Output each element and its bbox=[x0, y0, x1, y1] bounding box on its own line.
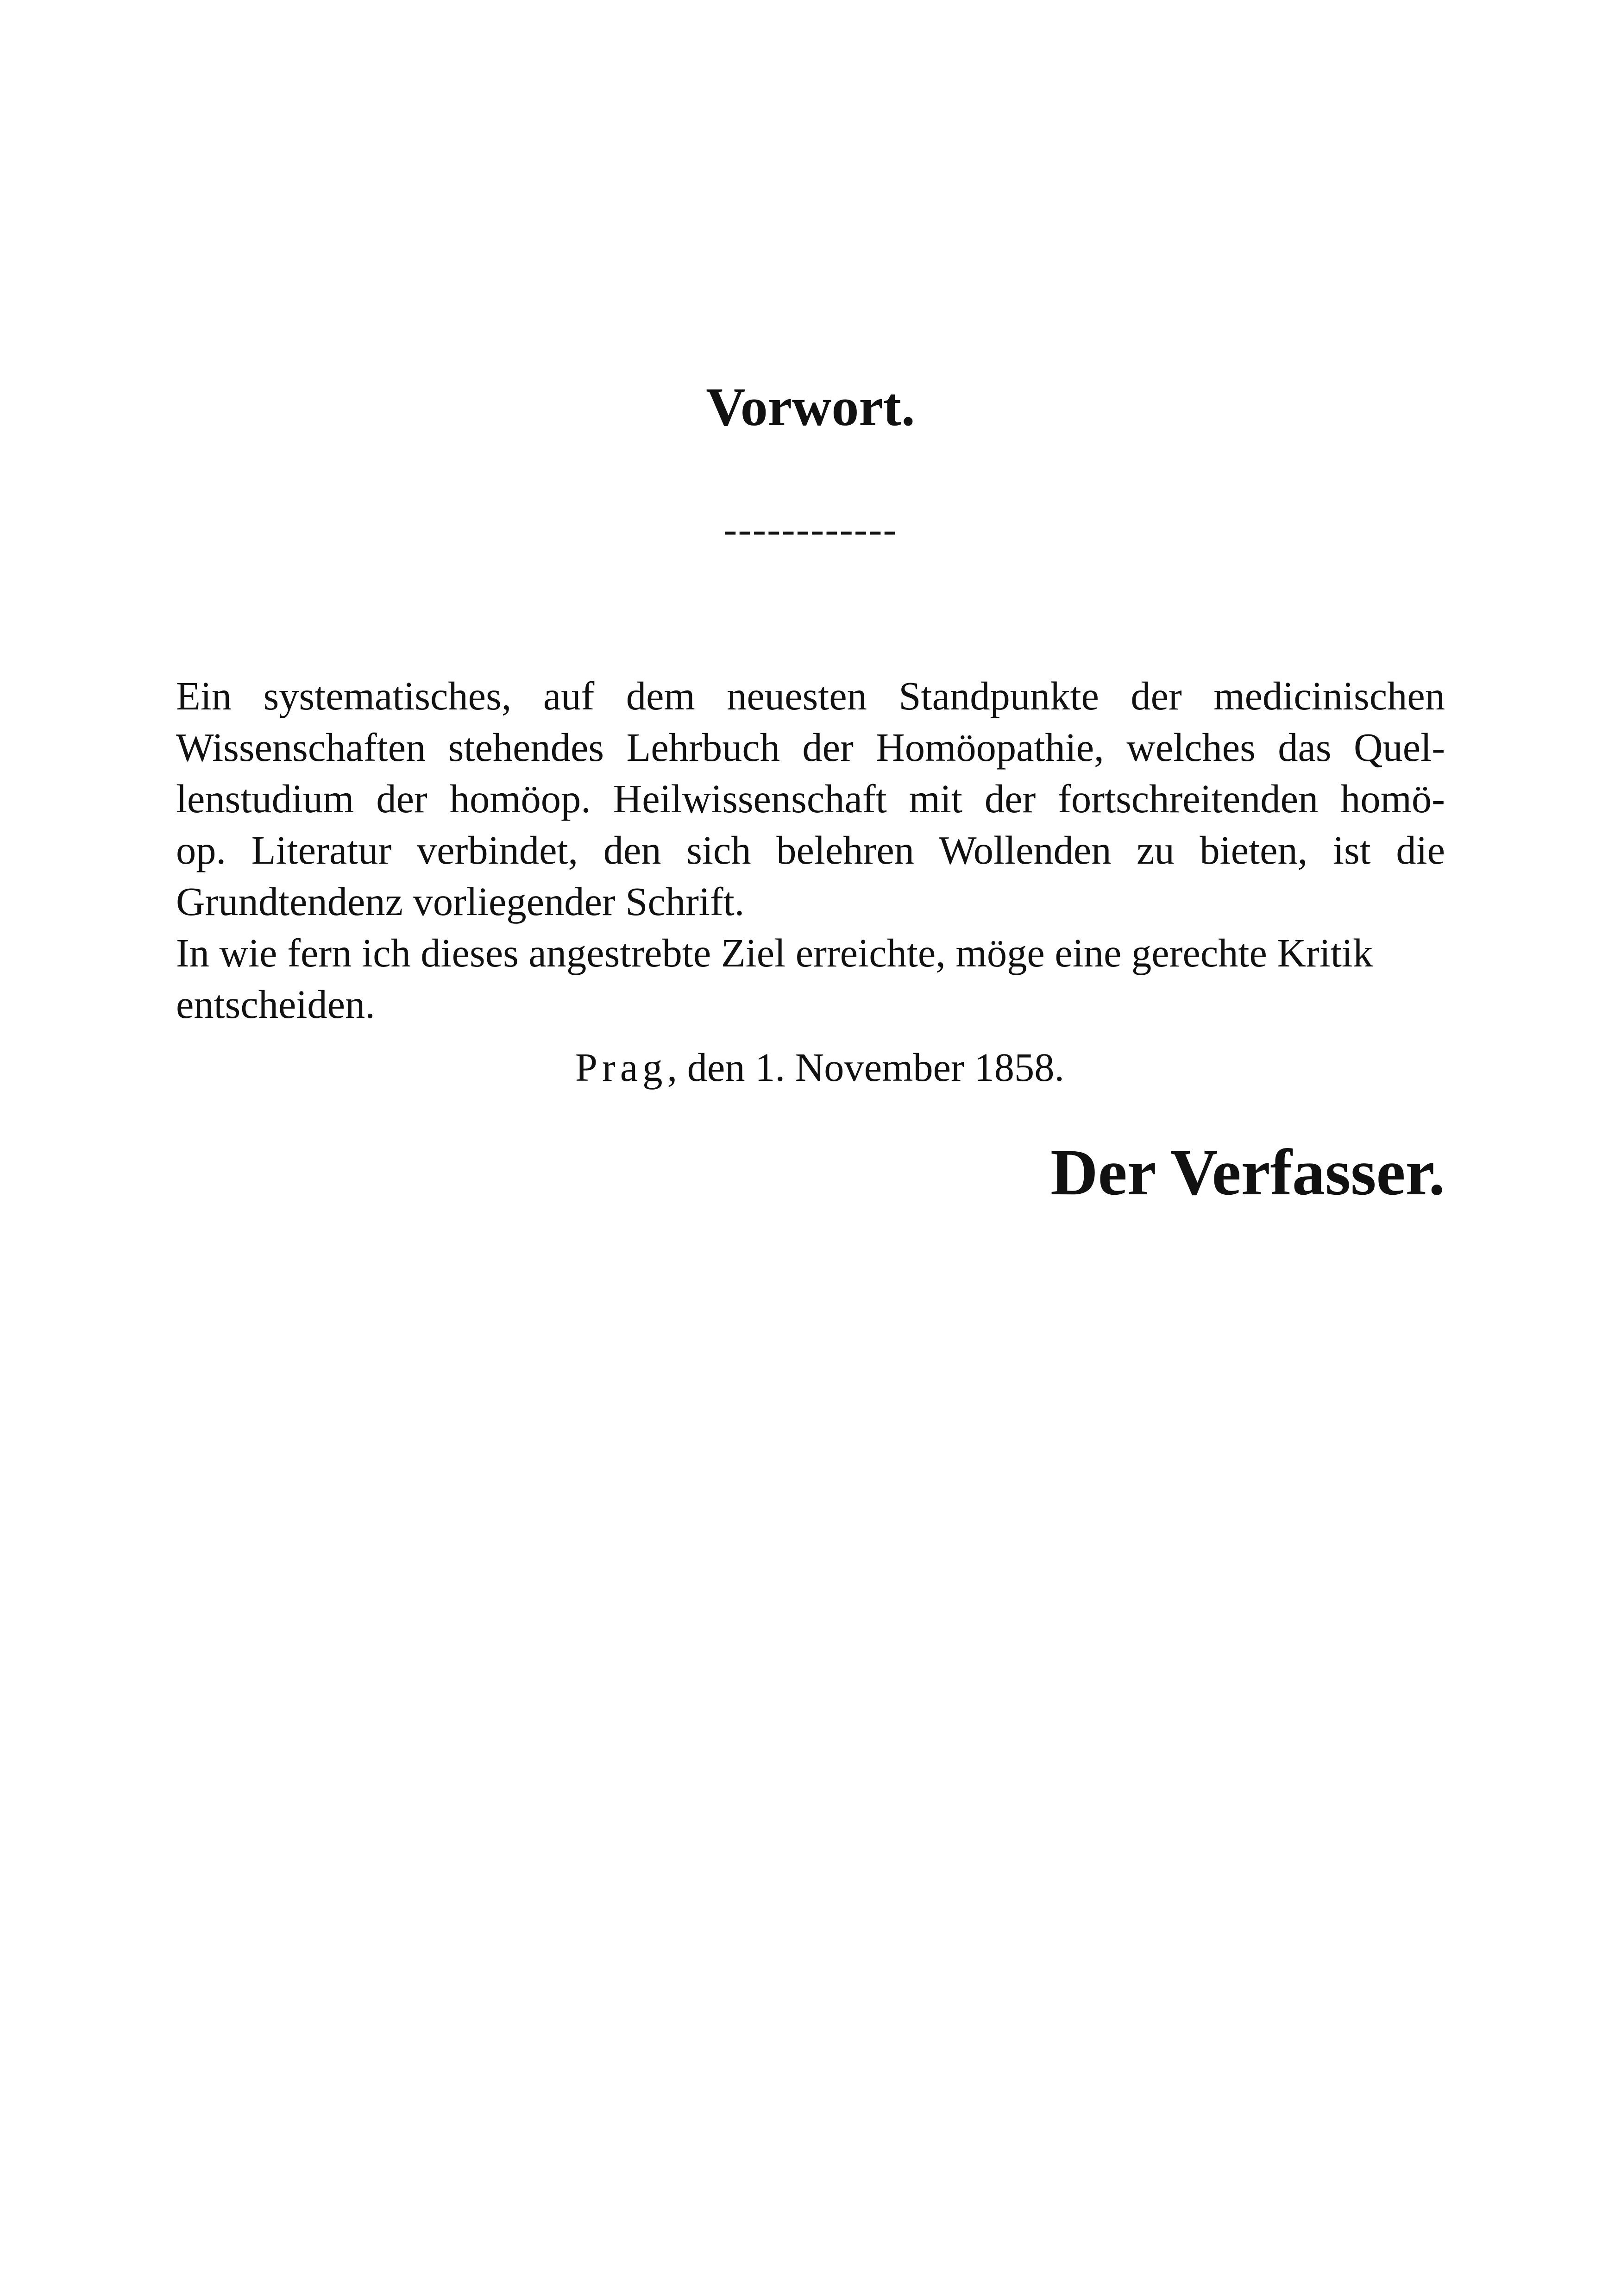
dateline-place: Prag bbox=[575, 1045, 667, 1090]
author-signature: Der Verfasser. bbox=[1050, 1135, 1445, 1209]
body-line: In wie fern ich dieses angestrebte Ziel erreichte, möge eine gerechte Kritik bbox=[176, 931, 1373, 975]
body-line: op. Literatur verbindet, den sich belehren Wollenden zu bieten, ist die bbox=[176, 828, 1445, 872]
dateline-date: , den 1. November 1858. bbox=[667, 1045, 1065, 1090]
body-line: Wissenschaften stehendes Lehrbuch der Homöopathie, welches das Quel- bbox=[176, 725, 1445, 770]
preface-body bbox=[176, 671, 1445, 1030]
body-line: entscheiden. bbox=[176, 982, 375, 1027]
page-title: Vorwort. bbox=[706, 376, 915, 437]
title-divider: ------------ bbox=[723, 507, 898, 552]
body-line: Grundtendenz vorliegender Schrift. bbox=[176, 879, 745, 924]
body-line: Ein systematisches, auf dem neuesten Standpunkte der medicinischen bbox=[176, 674, 1445, 718]
body-line: lenstudium der homöop. Heilwissenschaft mit der fortschreitenden homö- bbox=[176, 777, 1445, 821]
dateline bbox=[0, 1045, 1621, 1090]
